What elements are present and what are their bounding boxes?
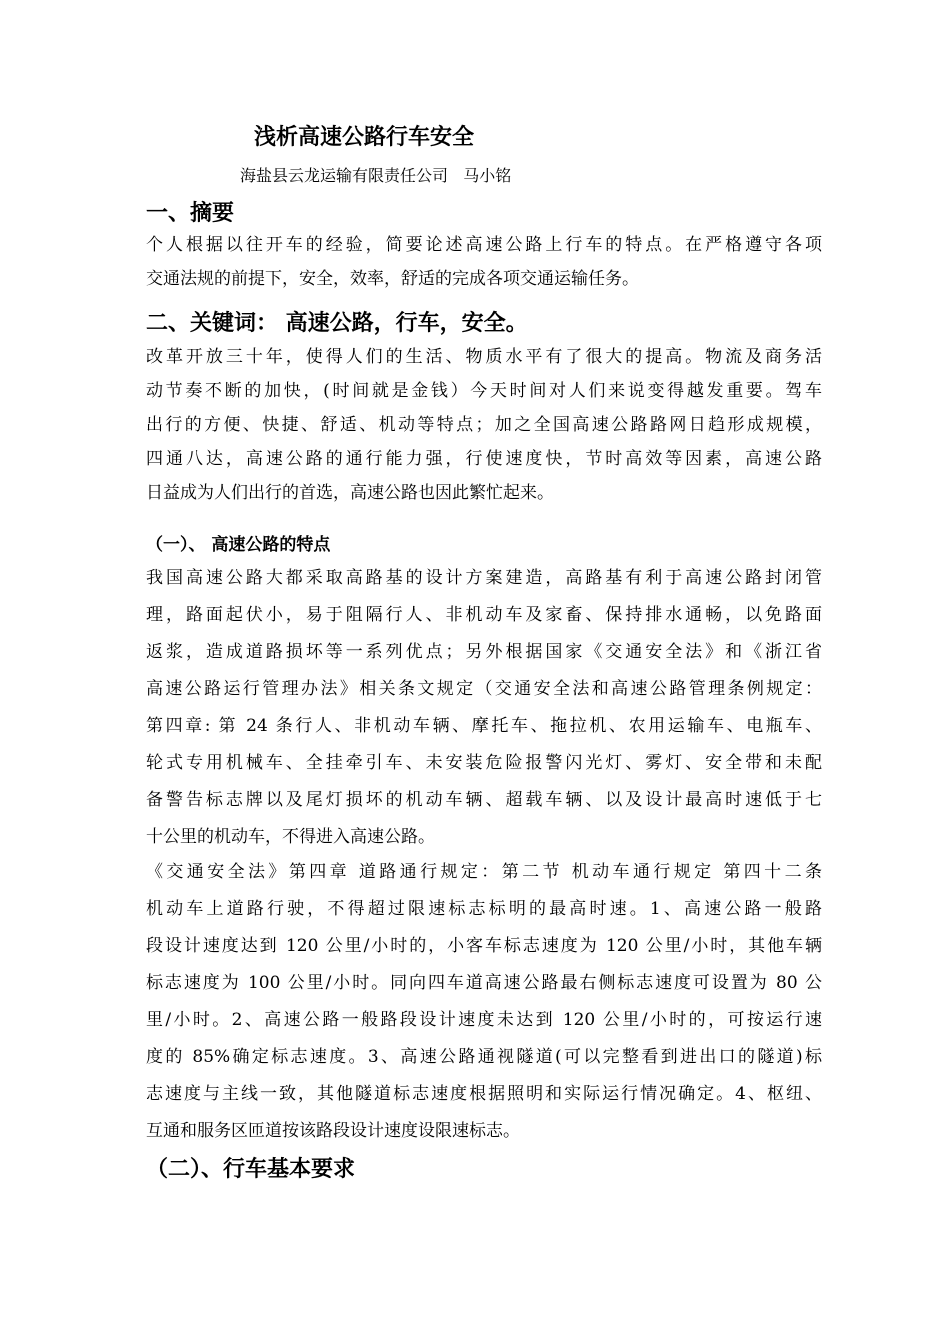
text-line: 返浆，造成道路损坏等一系列优点；另外根据国家《交通安全法》和《浙江省 [146, 642, 822, 662]
abstract-paragraph [146, 228, 822, 296]
text-line: 互通和服务区匝道按该路段设计速度设限速标志。 [146, 1121, 520, 1141]
text-line: 机动车上道路行驶，不得超过限速标志标明的最高时速。1、高速公路一般路 [146, 899, 822, 919]
text-line: 交通法规的前提下，安全，效率，舒适的完成各项交通运输任务。 [146, 269, 639, 289]
text-line: 备警告标志牌以及尾灯损坏的机动车辆、超载车辆、以及设计最高时速低于七 [146, 790, 822, 810]
subsection-2-heading: （二）、行车基本要求 [146, 1157, 356, 1182]
text-line: 改革开放三十年，使得人们的生活、物质水平有了很大的提高。物流及商务活 [146, 347, 822, 367]
text-line: 第四章: 第 24 条行人、非机动车辆、摩托车、拖拉机、农用运输车、电瓶车、 [146, 716, 822, 736]
text-line: 高速公路运行管理办法》相关条文规定（交通安全法和高速公路管理条例规定： [146, 679, 822, 699]
text-line: 标志速度为 100 公里/小时。同向四车道高速公路最右侧标志速度可设置为 80 公 [146, 973, 822, 993]
keywords-heading: 二、关键词： 高速公路，行车，安全。 [146, 311, 528, 336]
text-line: 出行的方便、快捷、舒适、机动等特点；加之全国高速公路路网日趋形成规模， [146, 415, 822, 435]
text-line: 动节奏不断的加快，(时间就是金钱）今天时间对人们来说变得越发重要。驾车 [146, 381, 822, 401]
author-line: 海盐县云龙运输有限责任公司 马小铭 [240, 166, 512, 185]
text-line: 我国高速公路大都采取高路基的设计方案建造，高路基有利于高速公路封闭管 [146, 568, 822, 588]
subsection-1-heading: （一）、 高速公路的特点 [146, 535, 331, 555]
text-line: 十公里的机动车，不得进入高速公路。 [146, 827, 435, 847]
text-line: 度的 85%确定标志速度。3、高速公路通视隧道(可以完整看到进出口的隧道)标 [146, 1047, 822, 1067]
speed-limit-paragraph [146, 854, 822, 1150]
abstract-heading: 一、摘要 [146, 201, 235, 226]
document-title: 浅析高速公路行车安全 [254, 125, 475, 150]
text-line: 段设计速度达到 120 公里/小时的，小客车标志速度为 120 公里/小时，其他车辆 [146, 936, 822, 956]
text-line: 个人根据以往开车的经验，简要论述高速公路上行车的特点。在严格遵守各项 [146, 235, 822, 255]
text-line: 《交通安全法》第四章 道路通行规定：第二节 机动车通行规定 第四十二条 [146, 862, 822, 882]
text-line: 四通八达，高速公路的通行能力强，行使速度快，节时高效等因素，高速公路 [146, 449, 822, 469]
text-line: 里/小时。2、高速公路一般路段设计速度未达到 120 公里/小时的，可按运行速 [146, 1010, 822, 1030]
intro-paragraph [146, 340, 822, 510]
text-line: 日益成为人们出行的首选，高速公路也因此繁忙起来。 [146, 483, 554, 503]
text-line: 轮式专用机械车、全挂牵引车、未安装危险报警闪光灯、雾灯、安全带和未配 [146, 753, 822, 773]
text-line: 志速度与主线一致，其他隧道标志速度根据照明和实际运行情况确定。4、枢纽、 [146, 1084, 822, 1104]
features-paragraph [146, 560, 822, 856]
text-line: 理，路面起伏小，易于阻隔行人、非机动车及家畜、保持排水通畅，以免路面 [146, 605, 822, 625]
